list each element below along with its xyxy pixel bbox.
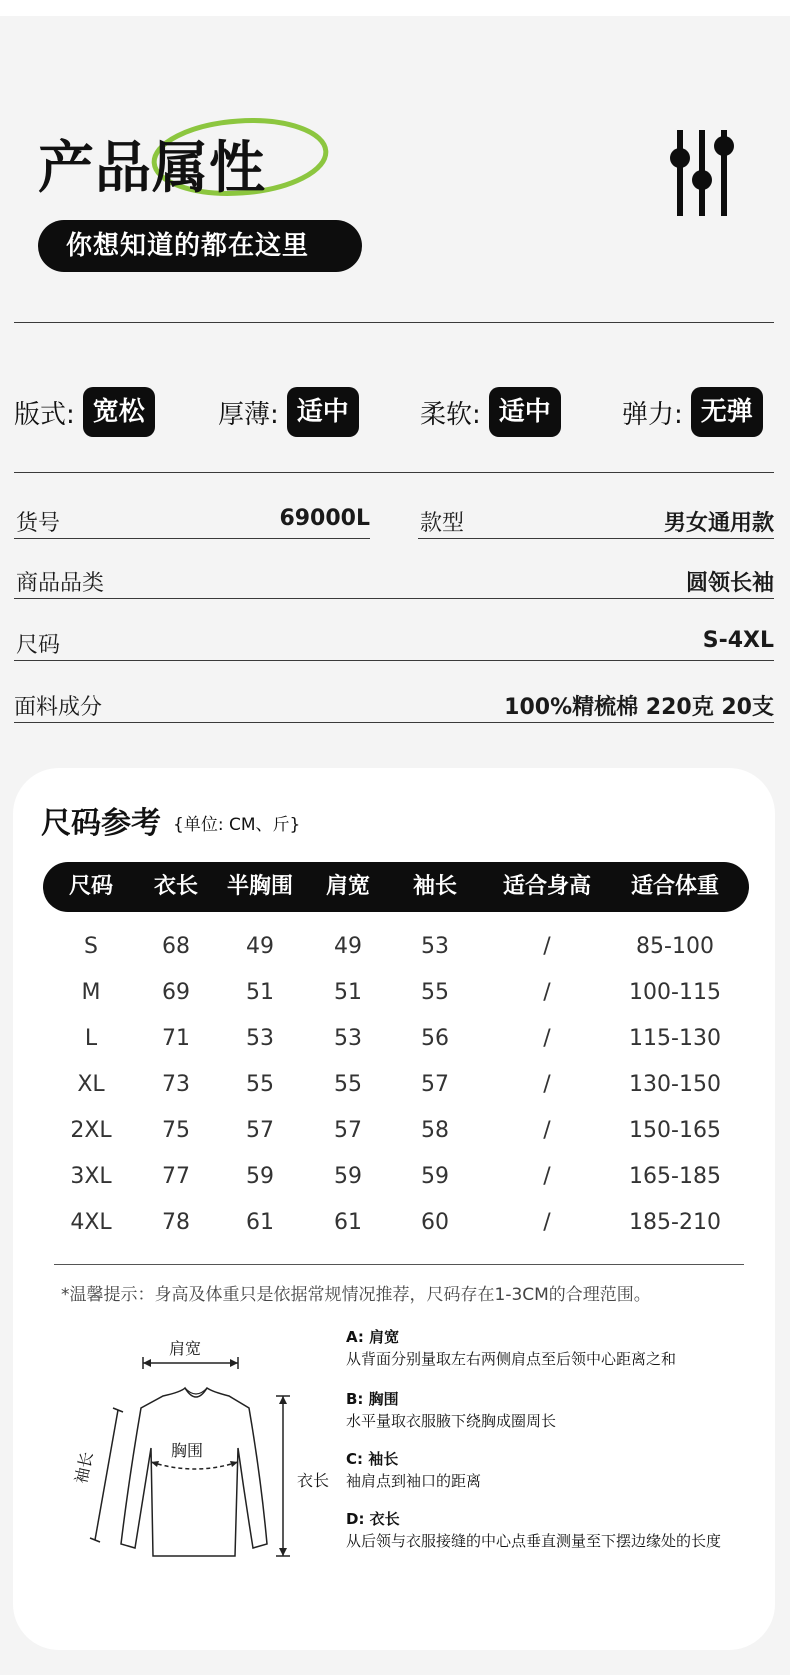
- table-cell: 69: [162, 980, 190, 1005]
- table-cell: 51: [246, 980, 274, 1005]
- item-no-label: 货号: [16, 511, 61, 536]
- table-cell: XL: [77, 1072, 105, 1097]
- divider: [14, 322, 774, 323]
- divider: [54, 1264, 744, 1265]
- table-cell: 75: [162, 1118, 190, 1143]
- table-cell: 53: [246, 1026, 274, 1051]
- size-range-value: S-4XL: [702, 628, 774, 653]
- table-cell: 77: [162, 1164, 190, 1189]
- definition-d: [346, 1508, 721, 1552]
- column-header: 尺码: [68, 874, 114, 899]
- column-header: 袖长: [412, 874, 458, 899]
- chest-label: 胸围: [171, 1441, 204, 1460]
- table-cell: 59: [334, 1164, 362, 1189]
- attr-value-tag: 适中: [287, 387, 359, 437]
- shoulder-label: 肩宽: [169, 1339, 202, 1358]
- definition-key: C: 袖长: [346, 1450, 399, 1468]
- column-header: 适合身高: [502, 874, 592, 899]
- table-cell: 53: [334, 1026, 362, 1051]
- table-cell: 59: [421, 1164, 449, 1189]
- table-cell: 57: [334, 1118, 362, 1143]
- underline: [14, 660, 774, 661]
- table-cell: 78: [162, 1210, 190, 1235]
- table-cell: 55: [246, 1072, 274, 1097]
- table-cell: 51: [334, 980, 362, 1005]
- table-cell: 100-115: [629, 980, 721, 1005]
- definition-key: B: 胸围: [346, 1390, 399, 1408]
- subtitle-pill: 你想知道的都在这里: [38, 220, 362, 272]
- table-cell: 55: [334, 1072, 362, 1097]
- underline: [14, 538, 370, 539]
- shirt-outline-icon: [73, 1328, 343, 1568]
- length-label: 衣长: [297, 1471, 330, 1490]
- definition-text: 从后领与衣服接缝的中心点垂直测量至下摆边缘处的长度: [346, 1532, 722, 1550]
- table-cell: 58: [421, 1118, 449, 1143]
- table-cell: 53: [421, 934, 449, 959]
- style-label: 款型: [420, 511, 465, 536]
- table-cell: /: [543, 1072, 551, 1097]
- table-cell: 55: [421, 980, 449, 1005]
- definition-text: 袖肩点到袖口的距离: [346, 1472, 482, 1490]
- definition-text: 从背面分别量取左右两侧肩点至后领中心距离之和: [346, 1350, 677, 1368]
- attr-softness: [420, 386, 561, 438]
- underline: [14, 598, 774, 599]
- category-value: 圆领长袖: [685, 571, 774, 596]
- table-cell: 49: [334, 934, 362, 959]
- table-cell: /: [543, 934, 551, 959]
- table-cell: 57: [246, 1118, 274, 1143]
- definition-c: [346, 1448, 481, 1492]
- definition-key: D: 衣长: [346, 1510, 400, 1528]
- column-header: 半胸围: [226, 874, 294, 899]
- title-block: [38, 114, 298, 204]
- table-cell: 60: [421, 1210, 449, 1235]
- table-cell: 61: [334, 1210, 362, 1235]
- table-cell: 71: [162, 1026, 190, 1051]
- table-cell: 130-150: [629, 1072, 721, 1097]
- style-value: 男女通用款: [663, 511, 774, 536]
- underline: [418, 538, 774, 539]
- size-tip: *温馨提示：身高及体重只是依据常规情况推荐，尺码存在1-3CM的合理范围。: [61, 1285, 651, 1305]
- attr-value-tag: 无弹: [691, 387, 763, 437]
- fabric-label: 面料成分: [14, 695, 103, 720]
- table-cell: 56: [421, 1026, 449, 1051]
- sleeve-label: 袖长: [71, 1450, 97, 1486]
- attr-elasticity: [622, 386, 763, 438]
- attr-label: 版式:: [14, 399, 75, 430]
- size-reference-card: [13, 768, 775, 1650]
- attr-fit: [14, 386, 155, 438]
- definition-key: A: 肩宽: [346, 1328, 400, 1346]
- attr-label: 弹力:: [622, 399, 683, 430]
- table-cell: 150-165: [629, 1118, 721, 1143]
- table-cell: L: [84, 1026, 98, 1051]
- category-label: 商品品类: [16, 571, 105, 596]
- table-cell: 3XL: [70, 1164, 112, 1189]
- table-cell: 115-130: [629, 1026, 721, 1051]
- size-range-label: 尺码: [16, 633, 61, 658]
- table-cell: /: [543, 1210, 551, 1235]
- product-attributes-page: [0, 16, 790, 1675]
- table-cell: 4XL: [70, 1210, 112, 1235]
- column-header: 肩宽: [325, 874, 371, 899]
- size-chart-title: 尺码参考: [41, 806, 161, 841]
- table-cell: M: [81, 980, 101, 1005]
- table-cell: 2XL: [70, 1118, 112, 1143]
- underline: [14, 722, 774, 723]
- definition-a: [346, 1326, 676, 1370]
- attr-label: 厚薄:: [218, 399, 279, 430]
- page-title: 产品属性: [38, 136, 266, 201]
- fabric-value: 100%精梳棉 220克 20支: [504, 695, 774, 720]
- table-cell: 68: [162, 934, 190, 959]
- size-chart-unit: {单位: CM、斤}: [173, 815, 301, 835]
- table-cell: 185-210: [629, 1210, 721, 1235]
- table-cell: 165-185: [629, 1164, 721, 1189]
- table-cell: 73: [162, 1072, 190, 1097]
- table-cell: 57: [421, 1072, 449, 1097]
- table-cell: /: [543, 1164, 551, 1189]
- table-cell: /: [543, 1026, 551, 1051]
- size-table-header: [43, 862, 749, 912]
- divider: [14, 472, 774, 473]
- attr-value-tag: 宽松: [83, 387, 155, 437]
- definition-b: [346, 1388, 556, 1432]
- column-header: 衣长: [153, 874, 199, 899]
- sliders-icon: [670, 128, 734, 218]
- definition-text: 水平量取衣服腋下绕胸成圈周长: [346, 1412, 557, 1430]
- table-cell: /: [543, 1118, 551, 1143]
- item-no-value: 69000L: [279, 506, 370, 531]
- table-cell: 61: [246, 1210, 274, 1235]
- column-header: 适合体重: [630, 874, 720, 899]
- table-cell: S: [84, 934, 98, 959]
- attr-label: 柔软:: [420, 399, 481, 430]
- table-cell: 59: [246, 1164, 274, 1189]
- shirt-measurement-diagram: [73, 1328, 343, 1568]
- attr-thickness: [218, 386, 359, 438]
- table-cell: 85-100: [636, 934, 714, 959]
- table-cell: 49: [246, 934, 274, 959]
- table-cell: /: [543, 980, 551, 1005]
- attr-value-tag: 适中: [489, 387, 561, 437]
